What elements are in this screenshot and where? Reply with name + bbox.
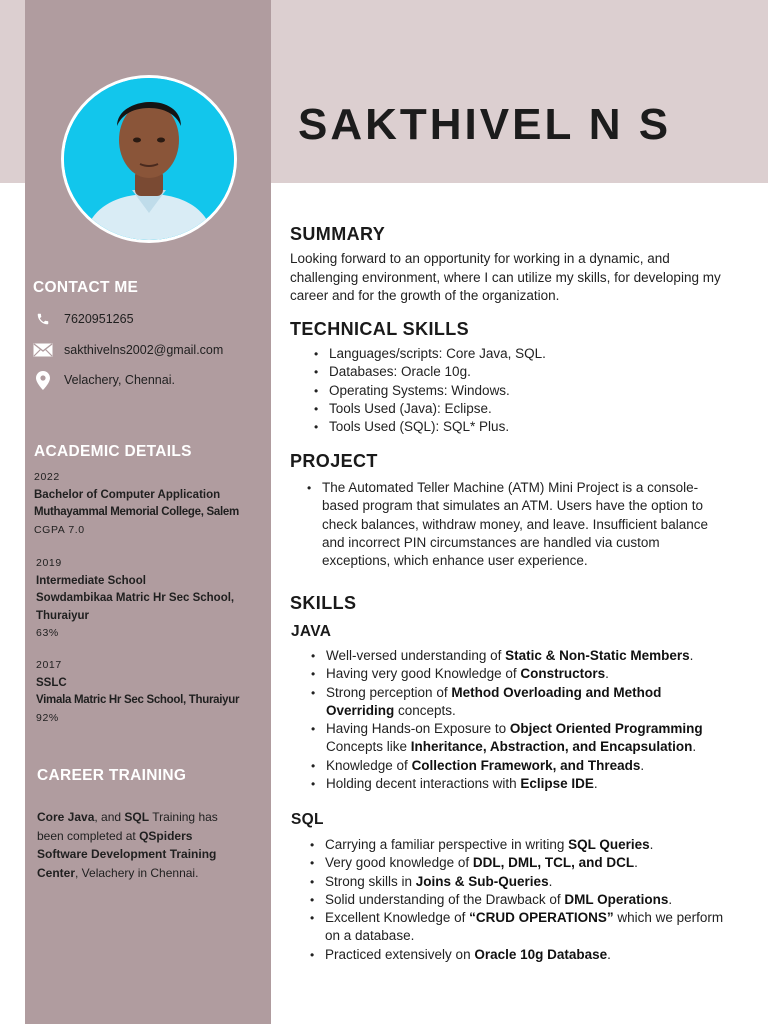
list-item: • Languages/scripts: Core Java, SQL. bbox=[329, 345, 729, 363]
text-run: Strong skills in bbox=[325, 873, 416, 889]
list-item bbox=[326, 647, 726, 665]
profile-photo bbox=[61, 75, 237, 243]
sql-skills-heading: SQL bbox=[291, 811, 324, 828]
text-run: . bbox=[689, 648, 694, 663]
list-item: • Tools Used (Java): Eclipse. bbox=[329, 400, 729, 418]
list-item: • Operating Systems: Windows. bbox=[329, 382, 729, 400]
bold-text: Method Overloading and Method Overriding bbox=[326, 684, 662, 718]
academic-score: 92% bbox=[36, 711, 59, 724]
contact-heading: CONTACT ME bbox=[33, 279, 139, 296]
academic-entry bbox=[34, 469, 259, 539]
bold-text: Core Java bbox=[37, 810, 95, 824]
career-heading: CAREER TRAINING bbox=[37, 767, 187, 784]
bold-text: Static & Non-Static Members bbox=[505, 648, 690, 663]
text-run: Holding decent interactions with bbox=[326, 776, 521, 792]
academic-score: CGPA 7.0 bbox=[34, 523, 85, 536]
list-item bbox=[326, 665, 726, 683]
academic-degree: SSLC bbox=[36, 676, 67, 689]
text-run: Well-versed understanding of bbox=[326, 648, 506, 663]
academic-degree: Intermediate School bbox=[36, 574, 146, 587]
java-skills-list bbox=[326, 647, 726, 793]
text-run: . bbox=[607, 946, 611, 962]
bold-text: Collection Framework, and Threads bbox=[411, 757, 641, 773]
text-run: which we perform on a database. bbox=[325, 910, 724, 944]
text-run: . bbox=[548, 873, 553, 889]
text-run: Solid understanding of the Drawback of bbox=[325, 891, 565, 907]
bold-text: Inheritance, Abstraction, and Encapsulation bbox=[410, 739, 693, 755]
bold-text: Joins & Sub-Queries bbox=[415, 873, 549, 889]
text-run: Strong perception of bbox=[326, 684, 452, 700]
academic-score: 63% bbox=[36, 627, 59, 639]
contact-location bbox=[33, 372, 175, 388]
contact-email bbox=[33, 342, 223, 358]
text-run: . bbox=[605, 666, 609, 682]
list-item bbox=[326, 720, 726, 757]
bold-text: DML Operations bbox=[564, 891, 669, 907]
skills-heading: SKILLS bbox=[290, 593, 357, 613]
list-item bbox=[325, 909, 725, 946]
academic-year: 2022 bbox=[34, 471, 60, 483]
text-run: . bbox=[593, 776, 598, 792]
project-heading: PROJECT bbox=[290, 451, 378, 471]
academic-year: 2017 bbox=[36, 659, 62, 671]
text-run: , and bbox=[94, 810, 125, 824]
list-item bbox=[325, 946, 725, 964]
text-run: Very good knowledge of bbox=[325, 855, 473, 871]
academic-entry bbox=[36, 657, 266, 727]
summary-text: Looking forward to an opportunity for working in a dynamic, and challenging environment, where I can utilize my skills, for developing my career and for the growth of the organization. bbox=[290, 251, 721, 303]
location-text: Velachery, Chennai. bbox=[64, 373, 175, 387]
summary-heading: SUMMARY bbox=[290, 224, 386, 244]
academic-heading: ACADEMIC DETAILS bbox=[34, 443, 192, 460]
technical-skills-heading: TECHNICAL SKILLS bbox=[290, 319, 470, 339]
profile-portrait-image bbox=[64, 78, 234, 240]
technical-skills-list bbox=[329, 345, 729, 436]
location-pin-icon bbox=[33, 372, 53, 388]
mail-icon bbox=[33, 342, 53, 358]
list-item: • Tools Used (SQL): SQL* Plus. bbox=[329, 418, 729, 436]
bold-text: SQL Queries bbox=[568, 837, 650, 852]
text-run: Having very good Knowledge of bbox=[326, 666, 521, 682]
candidate-name: SAKTHIVEL N S bbox=[298, 100, 672, 149]
phone-number[interactable]: 7620951265 bbox=[64, 312, 134, 326]
bold-text: “CRUD OPERATIONS” bbox=[469, 910, 614, 926]
text-run: Having Hands-on Exposure to bbox=[326, 721, 510, 737]
text-run: . bbox=[640, 757, 645, 773]
academic-degree: Bachelor of Computer Application bbox=[34, 488, 221, 501]
list-item bbox=[326, 775, 726, 793]
text-run: . bbox=[634, 855, 638, 871]
contact-phone bbox=[33, 311, 134, 327]
email-address[interactable]: sakthivelns2002@gmail.com bbox=[64, 343, 224, 357]
text-run: , Velachery in Chennai. bbox=[75, 865, 199, 880]
bold-text: Eclipse IDE bbox=[520, 776, 594, 792]
phone-icon bbox=[33, 311, 53, 327]
java-skills-heading: JAVA bbox=[291, 623, 332, 640]
text-run: Training has been completed at bbox=[37, 810, 218, 843]
list-item bbox=[325, 836, 725, 854]
academic-institution: Vimala Matric Hr Sec School, Thuraiyur bbox=[36, 694, 240, 706]
bold-text: SQL bbox=[124, 810, 150, 824]
bold-text: DDL, DML, TCL, and DCL bbox=[472, 855, 635, 871]
bold-text: Object Oriented Programming bbox=[509, 721, 703, 737]
academic-institution: Sowdambikaa Matric Hr Sec School, Thuraiyur bbox=[36, 592, 235, 622]
list-item bbox=[325, 854, 725, 872]
text-run: Practiced extensively on bbox=[325, 946, 475, 962]
project-list bbox=[322, 479, 727, 570]
text-run: Excellent Knowledge of bbox=[325, 910, 470, 926]
text-run: . bbox=[668, 891, 673, 907]
text-run: . bbox=[649, 837, 654, 852]
list-item bbox=[326, 684, 726, 721]
text-run: Concepts like bbox=[326, 739, 411, 755]
career-text bbox=[37, 808, 237, 882]
bold-text: QSpiders Software Development Training Center bbox=[37, 828, 217, 880]
text-run: concepts. bbox=[394, 702, 456, 718]
sql-skills-list bbox=[325, 836, 725, 964]
bold-text: Oracle 10g Database bbox=[474, 946, 608, 962]
text-run: Knowledge of bbox=[326, 757, 412, 773]
academic-entry bbox=[36, 555, 261, 643]
list-item bbox=[326, 757, 726, 775]
list-item: • The Automated Teller Machine (ATM) Mini Project is a console-based program that simulates an ATM. Users have the option to check balances, withdraw money, and leave. Insufficient balance and incorrect PIN circumstances are handled via custom exceptions, which enhance user experience. bbox=[322, 479, 727, 570]
bold-text: Constructors bbox=[520, 666, 606, 682]
list-item bbox=[325, 873, 725, 891]
academic-year: 2019 bbox=[36, 557, 62, 569]
list-item: • Databases: Oracle 10g. bbox=[329, 363, 729, 381]
list-item bbox=[325, 891, 725, 909]
text-run: Carrying a familiar perspective in writing bbox=[325, 837, 569, 852]
academic-institution: Muthayammal Memorial College, Salem bbox=[34, 506, 239, 518]
text-run: . bbox=[692, 739, 697, 755]
